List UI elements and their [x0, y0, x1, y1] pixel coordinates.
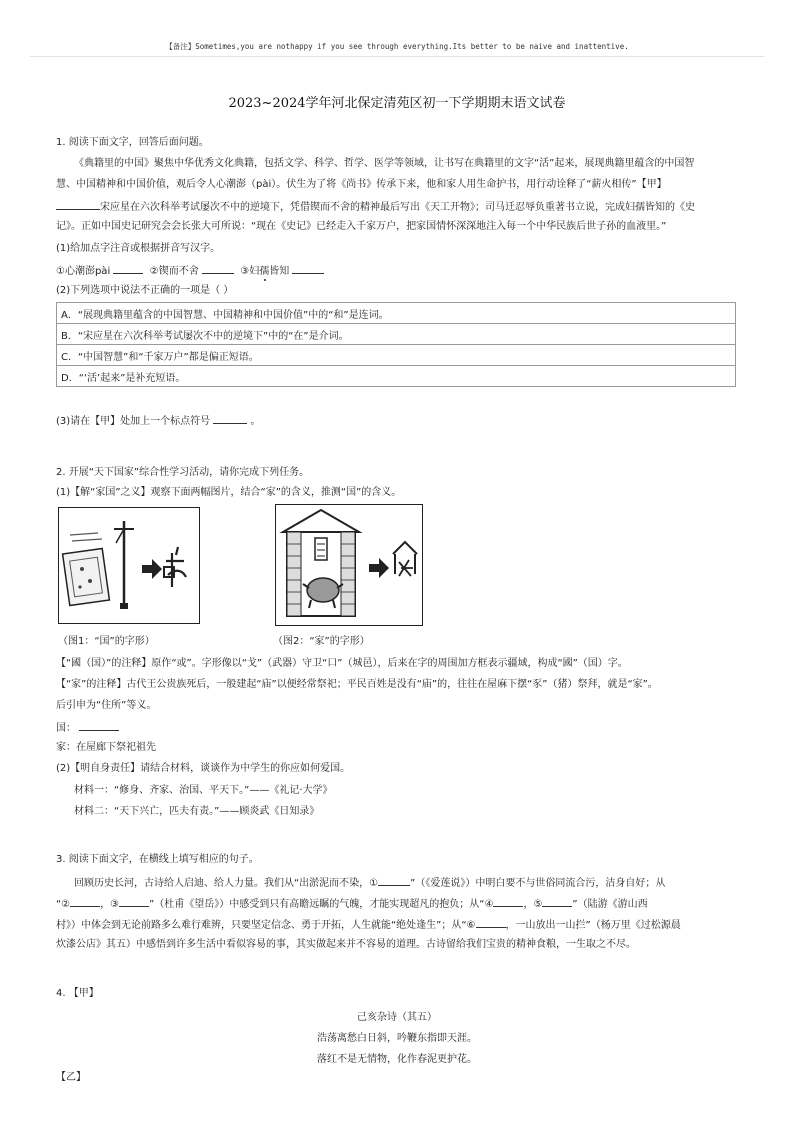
figure1-caption: （图1：“国”的字形） [58, 636, 155, 647]
option-c[interactable]: C．“中国智慧”和“千家万户”都是偏正短语。 [57, 345, 736, 366]
q1-sub3: (3)请在【甲】处加上一个标点符号 。 [56, 413, 261, 429]
jia-blank[interactable] [56, 199, 100, 210]
material-2: 材料二：“天下兴亡，匹夫有责。”——顾炎武《日知录》 [74, 806, 320, 817]
figure-jia-glyph [275, 504, 423, 626]
jia-note: 【“家”的注释】古代王公贵族死后，一般建起“庙”以便经常祭祀；平民百姓是没有“庙”的，往往在屋麻下摆“豕”（猪）祭拜，就是“家”。 [56, 679, 658, 690]
blank-3[interactable] [119, 896, 149, 907]
q3-text-line: 村》）中体会到无论前路多么难行难辨，只要坚定信念、勇于开拓，人生就能“绝处逢生”；从“⑥ ，一山放出一山拦”（杨万里《过松源晨 [56, 917, 681, 933]
q3-text-line: 回顾历史长河，古诗给人启迪、给人力量。我们从“出淤泥而不染，① ”（《爱莲说》）中明白要不与世俗同流合污，洁身自好；从 [74, 875, 665, 891]
q2-sub2: (2)【明自身责任】请结合材料，谈谈作为中学生的你应如何爱国。 [56, 763, 351, 774]
q1-sub1-items: ①心潮澎pài ②锲而不舍 ③妇孺皆知 [56, 263, 324, 279]
poem-line-2: 落红不是无情物，化作春泥更护花。 [317, 1054, 477, 1065]
q4-yi-label: 【乙】 [56, 1072, 86, 1083]
guo-answer-blank[interactable] [79, 720, 119, 731]
q4-heading: 4. 【甲】 [56, 988, 99, 999]
q1-heading: 1. 阅读下面文字，回答后面问题。 [56, 137, 209, 148]
header-note: 【备注】Sometimes,you are nothappy if you see through everything.Its better to be naive and inattentive. [165, 42, 629, 51]
page-title: 2023~2024学年河北保定清苑区初一下学期期末语文试卷 [228, 96, 566, 111]
q3-text-line: “② ，③ ”（杜甫《望岳》）中感受到只有高瞻远瞩的气魄，才能实现超凡的抱负；从“④ ，⑤ ”（陆游《游山西 [56, 896, 648, 912]
guo-answer-line: 国： [56, 720, 119, 736]
q3-text-line: 炊漆公店》其五）中感悟到许多生活中看似容易的事，其实做起来并不容易的道理。古诗留给我们宝贵的精神食粮，一生取之不尽。 [56, 939, 636, 950]
punctuation-blank[interactable] [213, 413, 247, 424]
option-b[interactable]: B．“宋应星在六次科举考试屡次不中的逆境下”中的“在”是介词。 [57, 324, 736, 345]
material-1: 材料一：“修身、齐家、治国、平天下。”——《礼记·大学》 [74, 785, 333, 796]
q1-paragraph-line: 慧、中国精神和中国价值，观后令人心潮澎（pài）。伏生为了将《尚书》传承下来，他和家人用生命护书，用行动诠释了“薪火相传”【甲】 [56, 179, 667, 190]
jia-meaning: 家：在屋廊下祭祀祖先 [56, 742, 156, 753]
poem-line-1: 浩荡离愁白日斜，吟鞭东指即天涯。 [317, 1033, 477, 1044]
q1-paragraph-line: 记》。正如中国史记研究会会长张大可所说：“现在《史记》已经走入千家万户，把家国情怀深深地注入每一个中华民族后世子孙的血液里。” [56, 221, 667, 232]
qie-answer-blank[interactable] [202, 263, 234, 274]
q1-paragraph-line: 宋应星在六次科举考试屡次不中的逆境下，凭借锲而不舍的精神最后写出《天工开物》；司马迁忍辱负重著书立说，完成妇孺皆知的《史 [56, 199, 695, 215]
poem-title: 己亥杂诗（其五） [357, 1012, 437, 1023]
blank-6[interactable] [476, 917, 506, 928]
q3-heading: 3. 阅读下面文字，在横线上填写相应的句子。 [56, 854, 259, 865]
ru-answer-blank[interactable] [292, 263, 324, 274]
blank-1[interactable] [378, 875, 410, 886]
figure-guo-glyph [58, 507, 200, 624]
q1-paragraph-line: 《典籍里的中国》聚焦中华优秀文化典籍，包括文学、科学、哲学、医学等领域，让书写在典籍里的文字“活”起来，展现典籍里蕴含的中国智 [74, 158, 695, 169]
q1-sub2: (2)下列选项中说法不正确的一项是（ ） [56, 285, 234, 296]
guo-note: 【“國（国）”的注释】原作“或”。字形像以“戈”（武器）守卫“口”（城邑），后来在字的周围加方框表示疆域，构成“國”（国）字。 [56, 658, 628, 669]
option-a[interactable]: A．“展现典籍里蕴含的中国智慧、中国精神和中国价值”中的“和”是连词。 [57, 303, 736, 324]
option-d[interactable]: D．“‘活’起来”是补充短语。 [57, 366, 736, 387]
figure2-caption: （图2：“家”的字形） [273, 636, 370, 647]
blank-2[interactable] [70, 896, 100, 907]
q2-sub1: (1)【解“家国”之义】观察下面两幅图片，结合“家”的含义，推测“国”的含义。 [56, 487, 402, 498]
jia-note-cont: 后引申为“住所”等义。 [56, 700, 157, 711]
pai-answer-blank[interactable] [113, 263, 143, 274]
q1-sub1: (1)给加点字注音或根据拼音写汉字。 [56, 243, 221, 254]
header-divider [30, 56, 764, 57]
blank-5[interactable] [542, 896, 572, 907]
q1-options-table [56, 302, 736, 387]
q2-heading: 2. 开展“天下国家”综合性学习活动，请你完成下列任务。 [56, 467, 310, 478]
blank-4[interactable] [493, 896, 523, 907]
